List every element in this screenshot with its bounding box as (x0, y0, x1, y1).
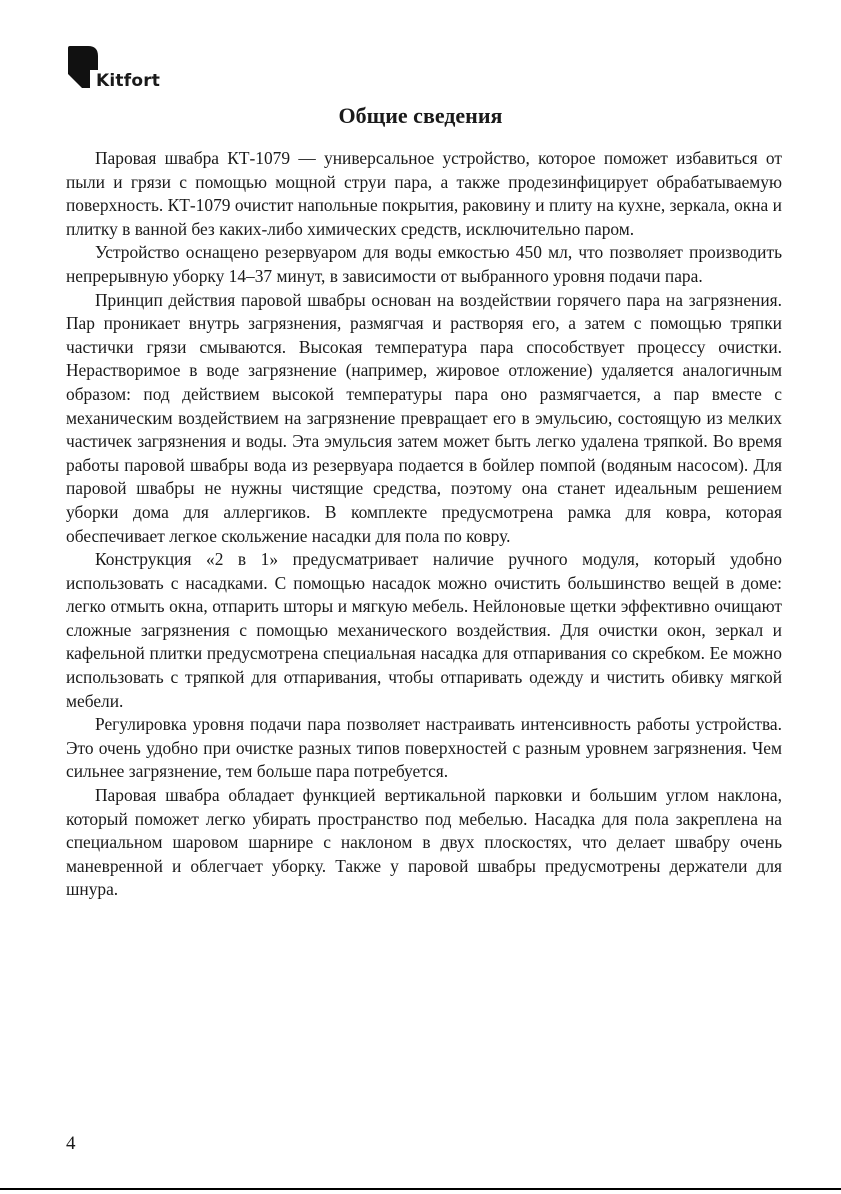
paragraph: Принцип действия паровой швабры основан на воздействии горячего пара на загрязнения. Пар проникает внутрь загрязнения, размягчая и растворяя его, а затем с помощью тряпки частички грязи смываются. Высокая температура пара способствует процессу очистки. Нерастворимое в воде загрязнение (например, жировое отложение) удаляется аналогичным образом: под действием высокой температуры пара оно размягчается, а пар вместе с механическим воздействием на загрязнение превращает его в эмульсию, состоящую из мелких частичек загрязнения и воды. Эта эмульсия затем может быть легко удалена тряпкой. Во время работы паровой швабры вода из резервуара подается в бойлер помпой (водяным насосом). Для паровой швабры не нужны чистящие средства, поэтому она станет идеальным решением уборки дома для аллергиков. В комплекте предусмотрена рамка для ковра, которая обеспечивает легкое скольжение насадки для пола по ковру. (66, 289, 782, 546)
paragraph: Конструкция «2 в 1» предусматривает наличие ручного модуля, который удобно использовать с насадками. С помощью насадок можно очистить большинство вещей в доме: легко отмыть окна, отпарить шторы и мягкую мебель. Нейлоновые щетки эффективно очищают сложные загрязнения с помощью механического воздействия. Для очистки окон, зеркал и кафельной плитки предусмотрена специальная насадка для отпаривания со скребком. Ее можно использовать с тряпкой для отпаривания, чтобы отпаривать одежду и чистить обивку мягкой мебели. (66, 549, 782, 711)
paragraph: Регулировка уровня подачи пара позволяет настраивать интенсивность работы устройства. Это очень удобно при очистке разных типов поверхностей с разным уровнем загрязнения. Чем сильнее загрязнение, тем больше пара потребуется. (66, 714, 782, 782)
brand-name: Kitfort (96, 71, 161, 91)
kitfort-logo-icon (66, 44, 100, 90)
body-text (66, 147, 782, 902)
page-title: Общие сведения (338, 103, 503, 128)
page-number: 4 (66, 1133, 76, 1154)
kitfort-logo (66, 44, 176, 94)
page-bottom-divider (0, 1188, 841, 1190)
paragraph: Устройство оснащено резервуаром для воды емкостью 450 мл, что позволяет производить непрерывную уборку 14–37 минут, в зависимости от выбранного уровня подачи пара. (66, 242, 782, 286)
paragraph: Паровая швабра обладает функцией вертикальной парковки и большим углом наклона, который поможет легко убирать пространство под мебелью. Насадка для пола закреплена на специальном шаровом шарнире с наклоном в двух плоскостях, что делает швабру очень маневренной и облегчает уборку. Также у паровой швабры предусмотрены держатели для шнура. (66, 785, 782, 900)
paragraph: Паровая швабра КТ-1079 — универсальное устройство, которое поможет избавиться от пыли и грязи с помощью мощной струи пара, а также продезинфицирует обрабатываемую поверхность. КТ-1079 очистит напольные покрытия, раковину и плиту на кухне, зеркала, окна и плитку в ванной без каких-либо химических средств, исключительно паром. (66, 148, 782, 239)
